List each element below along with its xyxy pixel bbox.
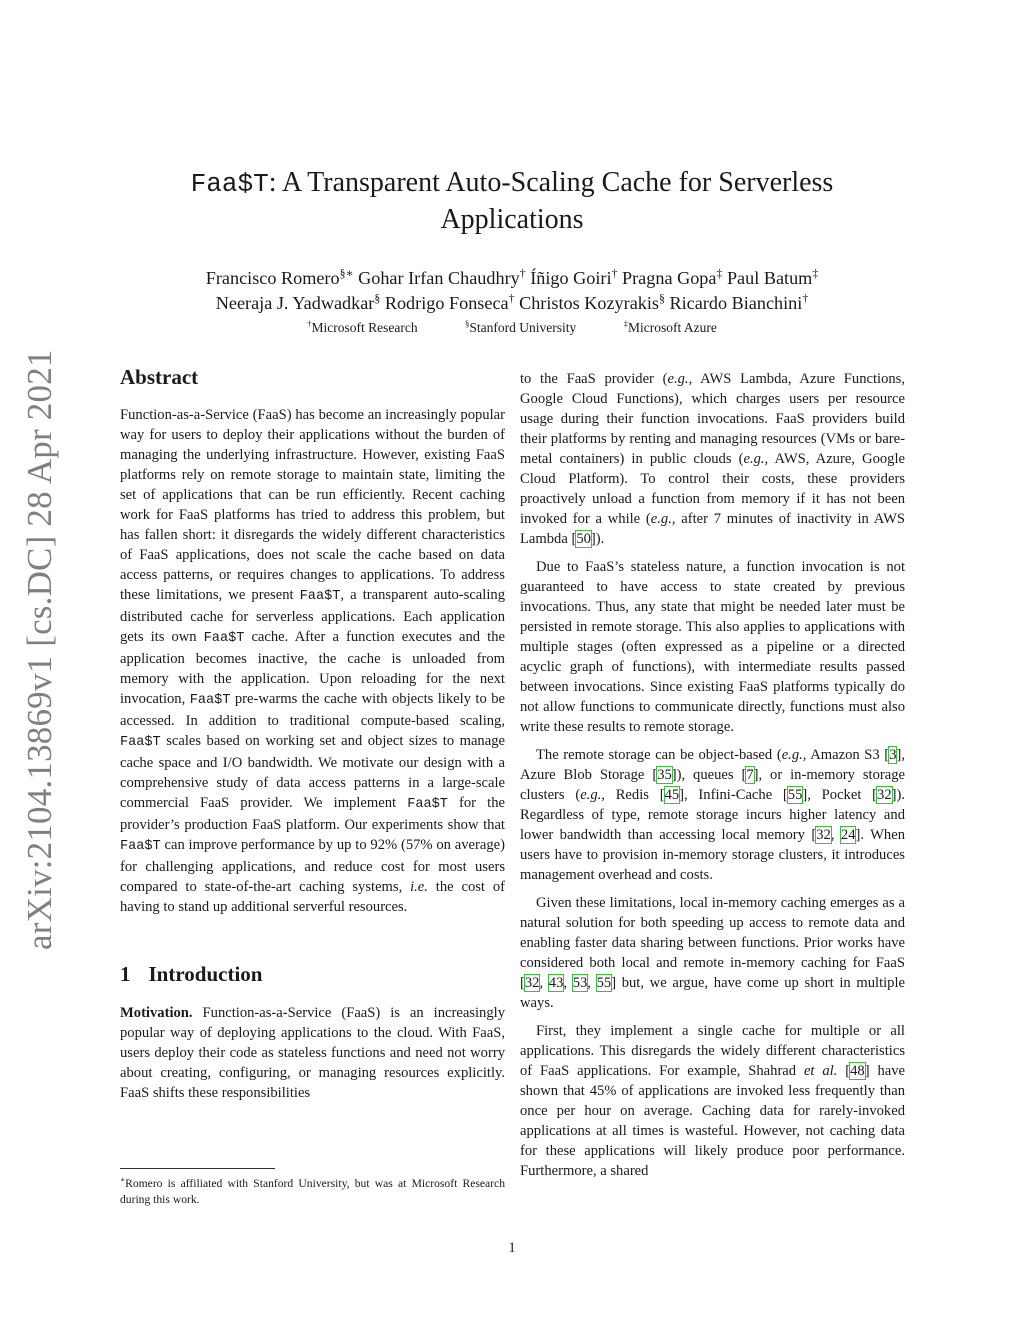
page-number: 1 bbox=[508, 1240, 516, 1256]
title-system-name: Faa$T bbox=[190, 169, 269, 199]
affiliation-name: Microsoft Azure bbox=[628, 320, 717, 335]
citation-link[interactable]: 55 bbox=[787, 787, 803, 803]
footnote-rule bbox=[120, 1168, 275, 1169]
author-name: Rodrigo Fonseca bbox=[384, 293, 509, 313]
abstract-heading: Abstract bbox=[120, 365, 199, 389]
author-name: Paul Batum bbox=[726, 268, 813, 288]
abstract-text: Function-as-a-Service (FaaS) has become an increasingly popular way for users to deploy their applications without the burden of managing the underlying infrastructure. However, existing FaaS platforms rely on remote storage to maintain state, limiting the set of applications that can be run efficiently. Recent caching work for FaaS platforms has tried to address this problem, but has fallen short: it disregards the widely different characteristics of FaaS applications, does not scale the cache based on data access patterns, or requires changes to applications. To address these limitations, we present Faa$T, a transparent auto-scaling distributed cache for serverless applications. Each application gets its own Faa$T cache. After a function executes and the application becomes inactive, the cache is unloaded from memory with the application. Upon reloading for the next invocation, Faa$T pre-warms the cache with objects likely to be accessed. In addition to traditional compute-based scaling, Faa$T scales based on working set and object sizes to manage cache space and I/O bandwidth. We motivate our design with a comprehensive study of data access patterns in a large-scale commercial FaaS provider. We implement Faa$T for the provider’s production FaaS platform. Our experiments show that Faa$T can improve performance by up to 92% (57% on average) for challenging applications, and reduce cost for most users compared to state-of-the-art caching systems, i.e. the cost of having to stand up additional serverful resources. bbox=[120, 407, 505, 915]
author-line-2 bbox=[100, 291, 924, 316]
citation-link[interactable]: 53 bbox=[572, 975, 588, 991]
citation-link[interactable]: 50 bbox=[576, 531, 591, 547]
author-name: Pragna Gopa bbox=[622, 268, 717, 288]
citation-link[interactable]: 32 bbox=[524, 975, 540, 991]
citation-link[interactable]: 55 bbox=[596, 975, 612, 991]
author-mark: § bbox=[659, 290, 665, 305]
paragraph-continued: to the FaaS provider (e.g., AWS Lambda, Azure Functions, Google Cloud Functions), which charges users per resource usage during their function invocations. FaaS providers build their platforms by renting and managing resources (VMs or bare-metal containers) in public clouds (e.g., AWS, Azure, Google Cloud Platform). To control their costs, these providers proactively unload a function from memory if it has not been invoked for a while (e.g., after 7 minutes of inactivity in AWS Lambda [50]). bbox=[520, 371, 906, 547]
author-mark: † bbox=[508, 290, 515, 305]
author-list bbox=[100, 266, 924, 316]
author-name: Gohar Irfan Chaudhry bbox=[358, 268, 520, 288]
paragraph-single-cache: First, they implement a single cache for multiple or all applications. This disregards the widely different characteristics of FaaS applications. For example, Shahrad et al. [48] have shown that 45% of applications are invoked less frequently than once per hour on average. Caching data for rarely-invoked applications at all times is wasteful. However, not caching data for these applications will likely produce poor performance. Furthermore, a shared bbox=[520, 1023, 906, 1179]
author-name: Íñigo Goiri bbox=[530, 268, 612, 288]
left-column bbox=[120, 362, 505, 1103]
paragraph-local-caching: Given these limitations, local in-memory caching emerges as a natural solution for both speeding up access to remote data and enabling faster data sharing between functions. Prior works have considered both local and remote in-memory caching for FaaS [32, 43, 53, 55] but, we argue, have come up short in multiple ways. bbox=[520, 895, 906, 1011]
paper-title bbox=[100, 165, 924, 238]
affiliation-name: Stanford University bbox=[469, 320, 577, 335]
author-name: Ricardo Bianchini bbox=[669, 293, 803, 313]
title-rest: : A Transparent Auto-Scaling Cache for Serverless bbox=[268, 167, 834, 198]
author-line-1 bbox=[100, 266, 924, 291]
affiliation-mark: § bbox=[464, 318, 470, 329]
author-mark: § bbox=[374, 290, 381, 305]
title-line2: Applications bbox=[440, 204, 584, 235]
paragraph-remote-storage: The remote storage can be object-based (e.g., Amazon S3 [3], Azure Blob Storage [35]), queues [7], or in-memory storage clusters (e.g., Redis [45], Infini-Cache [55], Pocket [32]). Regardless of type, remote storage incurs higher latency and lower bandwidth than accessing local memory [32, 24]. When users have to provision in-memory storage clusters, it introduces management overhead and costs. bbox=[520, 747, 905, 883]
affiliations bbox=[100, 318, 924, 338]
citation-link[interactable]: 35 bbox=[657, 767, 672, 783]
citation-link[interactable]: 3 bbox=[889, 747, 897, 763]
citation-link[interactable]: 32 bbox=[816, 827, 831, 843]
affiliation-mark: † bbox=[307, 318, 312, 329]
introduction-heading: 1 Introduction bbox=[120, 962, 263, 986]
footnote: ∗Romero is affiliated with Stanford University, but was at Microsoft Research during this work. bbox=[120, 1175, 505, 1206]
author-mark: ‡ bbox=[812, 265, 819, 280]
author-name: Francisco Romero bbox=[205, 268, 340, 288]
affiliation bbox=[624, 320, 717, 335]
author-name: Christos Kozyrakis bbox=[519, 293, 659, 313]
citation-link[interactable]: 7 bbox=[746, 767, 754, 783]
author-mark: §∗ bbox=[339, 265, 354, 280]
citation-link[interactable]: 48 bbox=[850, 1063, 865, 1079]
citation-link[interactable]: 45 bbox=[664, 787, 680, 803]
motivation-paragraph: Motivation. Function-as-a-Service (FaaS) is an increasingly popular way of deploying applications to the cloud. With FaaS, users deploy their code as stateless functions and need not worry about creating, configuring, or managing resources explicitly. FaaS shifts these responsibilities bbox=[120, 1005, 505, 1101]
author-mark: † bbox=[519, 265, 526, 280]
affiliation bbox=[307, 320, 417, 335]
affiliation-mark: ‡ bbox=[623, 318, 629, 329]
affiliation-name: Microsoft Research bbox=[311, 320, 418, 335]
citation-link[interactable]: 32 bbox=[877, 787, 892, 803]
author-mark: † bbox=[802, 290, 809, 305]
author-mark: † bbox=[611, 265, 618, 280]
author-name: Neeraja J. Yadwadkar bbox=[215, 293, 375, 313]
arxiv-identifier: arXiv:2104.13869v1 [cs.DC] 28 Apr 2021 bbox=[20, 349, 59, 950]
affiliation bbox=[465, 320, 576, 335]
author-mark: ‡ bbox=[716, 265, 723, 280]
citation-link[interactable]: 43 bbox=[548, 975, 564, 991]
right-column bbox=[520, 369, 905, 1181]
citation-link[interactable]: 24 bbox=[840, 827, 856, 843]
paragraph-stateless: Due to FaaS’s stateless nature, a function invocation is not guaranteed to have access to state created by previous invocations. Thus, any state that might be needed later must be persisted in remote storage. This also applies to applications with multiple stages (often expressed as a pipeline or a directed acyclic graph of functions), with intermediate results passed between invocations. Since existing FaaS platforms typically do not allow functions to communicate directly, functions must also write these results to remote storage. bbox=[520, 559, 905, 735]
